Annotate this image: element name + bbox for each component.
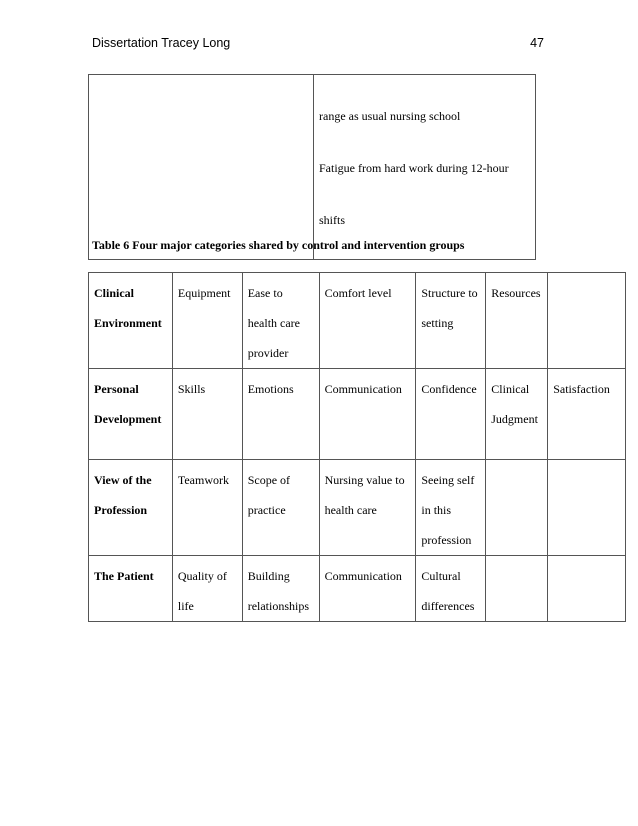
category-cell bbox=[89, 556, 173, 622]
cell-text bbox=[486, 556, 547, 561]
cell-text: Structure to setting bbox=[421, 286, 478, 330]
table-cell bbox=[242, 369, 319, 460]
cell-text bbox=[486, 460, 547, 465]
table-cell bbox=[416, 273, 486, 369]
table-cell bbox=[486, 556, 548, 622]
cell-text: Quality of life bbox=[177, 569, 227, 613]
continued-line: range as usual nursing school bbox=[319, 109, 461, 123]
table-cell bbox=[486, 273, 548, 369]
cell-text: Equipment bbox=[177, 286, 231, 300]
cell-text bbox=[548, 273, 625, 278]
cell-text: Nursing value to health care bbox=[324, 473, 405, 517]
cell-text: Seeing self in this profession bbox=[421, 473, 475, 547]
cell-text: The Patient bbox=[94, 569, 154, 583]
table-cell bbox=[548, 556, 626, 622]
category-cell bbox=[89, 273, 173, 369]
continued-table bbox=[88, 74, 536, 260]
empty-cell bbox=[89, 75, 314, 260]
cell-text: Clinical Judgment bbox=[491, 382, 538, 426]
cell-text: Building relationships bbox=[247, 569, 310, 613]
table-cell bbox=[172, 460, 242, 556]
cell-text: Comfort level bbox=[324, 286, 392, 300]
table-cell bbox=[242, 273, 319, 369]
table-caption: Table 6 Four major categories shared by control and intervention groups bbox=[92, 238, 465, 252]
cell-text: Communication bbox=[324, 382, 402, 396]
table-cell bbox=[172, 556, 242, 622]
table-row bbox=[89, 556, 626, 622]
table-cell bbox=[548, 460, 626, 556]
cell-text: Ease to health care provider bbox=[247, 286, 300, 360]
table-cell bbox=[416, 460, 486, 556]
cell-text: Personal Development bbox=[94, 382, 162, 426]
continued-cell bbox=[314, 75, 536, 260]
table-cell bbox=[242, 556, 319, 622]
table-row bbox=[89, 369, 626, 460]
table-cell bbox=[319, 460, 416, 556]
running-title: Dissertation Tracey Long bbox=[92, 36, 231, 50]
cell-text bbox=[548, 556, 625, 561]
continued-line: Fatigue from hard work during 12-hour bbox=[319, 161, 509, 175]
cell-text: Satisfaction bbox=[553, 382, 610, 396]
cell-text: Teamwork bbox=[177, 473, 229, 487]
cell-text: View of the Profession bbox=[94, 473, 152, 517]
cell-text: Scope of practice bbox=[247, 473, 291, 517]
table-cell bbox=[548, 273, 626, 369]
cell-text: Cultural differences bbox=[421, 569, 475, 613]
table-cell bbox=[416, 556, 486, 622]
cell-text: Skills bbox=[177, 382, 206, 396]
table-row bbox=[89, 273, 626, 369]
table-cell bbox=[416, 369, 486, 460]
categories-table bbox=[88, 272, 626, 622]
table-cell bbox=[319, 556, 416, 622]
cell-text: Emotions bbox=[247, 382, 294, 396]
cell-text bbox=[548, 460, 625, 465]
table-cell bbox=[486, 460, 548, 556]
category-cell bbox=[89, 460, 173, 556]
continued-line: shifts bbox=[319, 213, 346, 227]
table-row bbox=[89, 460, 626, 556]
table-cell bbox=[172, 369, 242, 460]
category-cell bbox=[89, 369, 173, 460]
table-cell bbox=[486, 369, 548, 460]
page-number: 47 bbox=[530, 36, 544, 50]
table-cell bbox=[172, 273, 242, 369]
cell-text: Communication bbox=[324, 569, 402, 583]
table-cell bbox=[319, 369, 416, 460]
table-cell bbox=[319, 273, 416, 369]
cell-text: Confidence bbox=[421, 382, 477, 396]
table-cell bbox=[548, 369, 626, 460]
table-cell bbox=[242, 460, 319, 556]
cell-text: Resources bbox=[491, 286, 541, 300]
cell-text: Clinical Environment bbox=[94, 286, 162, 330]
